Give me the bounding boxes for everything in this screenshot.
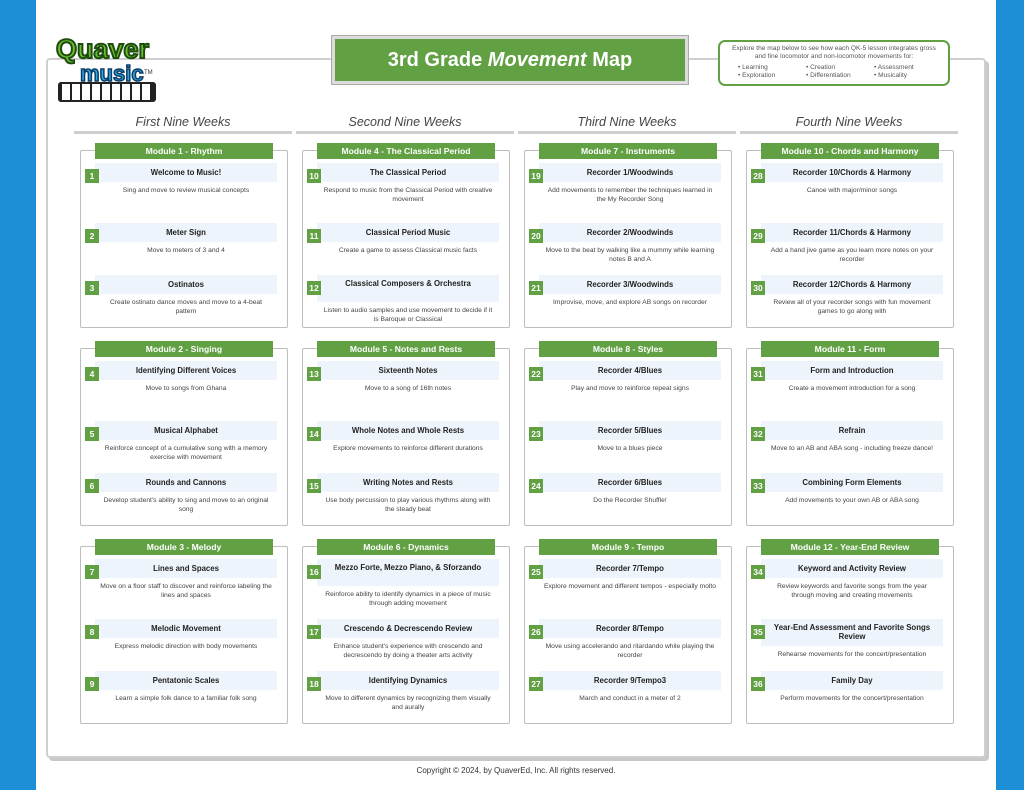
lesson-title: Mezzo Forte, Mezzo Piano, & Sforzando xyxy=(317,559,499,586)
lesson-title: Keyword and Activity Review xyxy=(761,559,943,578)
lesson-number-badge: 36 xyxy=(751,677,765,691)
lesson-description: Develop student's ability to sing and move to an original song xyxy=(103,497,269,513)
module-title: Module 10 - Chords and Harmony xyxy=(761,143,939,159)
lesson-title: Lines and Spaces xyxy=(95,559,277,578)
lesson-number-badge: 3 xyxy=(85,281,99,295)
lesson-number-badge: 11 xyxy=(307,229,321,243)
lesson-title: Year-End Assessment and Favorite Songs Review xyxy=(761,619,943,646)
lesson-item xyxy=(89,421,277,462)
lesson-title: Recorder 1/Woodwinds xyxy=(539,163,721,182)
lesson-description: Reinforce ability to identify dynamics in a piece of music through adding movement xyxy=(325,591,491,607)
lesson-number-badge: 23 xyxy=(529,427,543,441)
title-prefix: 3rd Grade xyxy=(387,49,488,71)
lesson-item xyxy=(89,473,277,514)
lesson-description: Express melodic direction with body movements xyxy=(114,643,258,650)
lesson-title: Combining Form Elements xyxy=(761,473,943,492)
lesson-item xyxy=(89,275,277,316)
lesson-item xyxy=(753,421,943,453)
info-item: • Assessment xyxy=(874,64,914,71)
lesson-number-badge: 8 xyxy=(85,625,99,639)
lesson-number-badge: 26 xyxy=(529,625,543,639)
lesson-item xyxy=(309,163,499,204)
lesson-description: Add a hand jive game as you learn more notes on your recorder xyxy=(770,247,934,263)
lesson-title: Recorder 3/Woodwinds xyxy=(539,275,721,294)
module-title: Module 4 - The Classical Period xyxy=(317,143,495,159)
logo-word-music: music xyxy=(80,61,144,86)
lesson-title: Recorder 7/Tempo xyxy=(539,559,721,578)
lesson-description: Move to the beat by walking like a mummy while learning notes B and A xyxy=(545,247,715,263)
lesson-number-badge: 29 xyxy=(751,229,765,243)
lesson-item xyxy=(753,559,943,600)
lesson-item xyxy=(309,619,499,660)
lesson-description: Create a game to assess Classical music facts xyxy=(338,247,478,254)
lesson-title: Recorder 9/Tempo3 xyxy=(539,671,721,690)
lesson-description: Create a movement introduction for a song xyxy=(788,385,916,392)
module-card xyxy=(746,344,954,526)
lesson-item xyxy=(753,361,943,393)
lesson-title: Refrain xyxy=(761,421,943,440)
info-text: Explore the map below to see how each QK-5 lesson integrates gross and fine locomotor and non-locomotor movements for: xyxy=(732,45,936,60)
lesson-title: Writing Notes and Rests xyxy=(317,473,499,492)
lesson-item xyxy=(89,163,277,195)
info-box xyxy=(718,40,950,86)
lesson-description: Respond to music from the Classical Period with creative movement xyxy=(323,187,493,203)
lesson-description: Learn a simple folk dance to a familiar folk song xyxy=(115,695,257,702)
lesson-number-badge: 4 xyxy=(85,367,99,381)
module-card xyxy=(80,146,288,328)
lesson-title: Whole Notes and Whole Rests xyxy=(317,421,499,440)
lesson-item xyxy=(531,421,721,453)
lesson-description: Review all of your recorder songs with fun movement games to go along with xyxy=(773,299,931,315)
quarter-heading: First Nine Weeks xyxy=(74,114,292,134)
lesson-item xyxy=(309,223,499,255)
lesson-description: Improvise, move, and explore AB songs on recorder xyxy=(553,299,707,306)
module-card xyxy=(524,146,732,328)
lesson-description: Add movements to remember the techniques learned in the My Recorder Song xyxy=(547,187,713,203)
title-emphasis: Movement xyxy=(487,49,587,71)
lesson-number-badge: 24 xyxy=(529,479,543,493)
lesson-number-badge: 14 xyxy=(307,427,321,441)
lesson-description: March and conduct in a meter of 2 xyxy=(579,695,681,702)
lesson-description: Move to an AB and ABA song - including freeze dance! xyxy=(770,445,934,452)
lesson-item xyxy=(89,223,277,255)
module-title: Module 7 - Instruments xyxy=(539,143,717,159)
lesson-number-badge: 2 xyxy=(85,229,99,243)
info-item: • Musicality xyxy=(874,72,908,79)
lesson-item xyxy=(309,671,499,712)
module-title: Module 5 - Notes and Rests xyxy=(317,341,495,357)
lesson-item xyxy=(89,619,277,651)
lesson-item xyxy=(531,361,721,393)
lesson-description: Move to a song of 16th notes xyxy=(364,385,452,392)
lesson-number-badge: 28 xyxy=(751,169,765,183)
lesson-number-badge: 22 xyxy=(529,367,543,381)
lesson-number-badge: 34 xyxy=(751,565,765,579)
module-card xyxy=(302,344,510,526)
lesson-description: Add movements to your own AB or ABA song xyxy=(785,497,919,504)
lesson-description: Move using accelerando and ritardando while playing the recorder xyxy=(545,643,715,659)
info-item: • Exploration xyxy=(738,72,776,79)
lesson-title: Ostinatos xyxy=(95,275,277,294)
lesson-description: Enhance student's experience with crescendo and decrescendo by doing a theater arts activity xyxy=(333,643,483,659)
lesson-title: Recorder 8/Tempo xyxy=(539,619,721,638)
lesson-title: Pentatonic Scales xyxy=(95,671,277,690)
lesson-number-badge: 1 xyxy=(85,169,99,183)
lesson-item xyxy=(753,223,943,264)
lesson-title: Musical Alphabet xyxy=(95,421,277,440)
lesson-number-badge: 5 xyxy=(85,427,99,441)
lesson-title: Recorder 6/Blues xyxy=(539,473,721,492)
lesson-title: Meter Sign xyxy=(95,223,277,242)
lesson-number-badge: 20 xyxy=(529,229,543,243)
info-item: • Differentiation xyxy=(806,72,851,79)
lesson-number-badge: 15 xyxy=(307,479,321,493)
module-title: Module 8 - Styles xyxy=(539,341,717,357)
lesson-number-badge: 17 xyxy=(307,625,321,639)
lesson-number-badge: 25 xyxy=(529,565,543,579)
module-card xyxy=(80,542,288,724)
lesson-item xyxy=(753,671,943,703)
copyright: Copyright © 2024, by QuaverEd, Inc. All rights reserved. xyxy=(416,766,616,775)
lesson-item xyxy=(309,361,499,393)
quarter-heading: Fourth Nine Weeks xyxy=(740,114,958,134)
lesson-number-badge: 30 xyxy=(751,281,765,295)
module-title: Module 6 - Dynamics xyxy=(317,539,495,555)
logo-trademark: TM xyxy=(144,70,153,76)
lesson-description: Play and move to reinforce repeat signs xyxy=(571,385,689,392)
quaver-music-logo xyxy=(44,24,164,106)
lesson-description: Use body percussion to play various rhythms along with the steady beat xyxy=(325,497,491,513)
lesson-description: Move on a floor staff to discover and reinforce labeling the lines and spaces xyxy=(100,583,272,599)
module-card xyxy=(746,146,954,328)
lesson-item xyxy=(309,473,499,514)
lesson-title: Recorder 2/Woodwinds xyxy=(539,223,721,242)
module-title: Module 2 - Singing xyxy=(95,341,273,357)
lesson-number-badge: 35 xyxy=(751,625,765,639)
lesson-title: Family Day xyxy=(761,671,943,690)
title-suffix: Map xyxy=(586,49,633,71)
lesson-item xyxy=(753,473,943,505)
lesson-title: Recorder 10/Chords & Harmony xyxy=(761,163,943,182)
module-title: Module 3 - Melody xyxy=(95,539,273,555)
lesson-description: Move to meters of 3 and 4 xyxy=(147,247,225,254)
lesson-number-badge: 9 xyxy=(85,677,99,691)
lesson-number-badge: 10 xyxy=(307,169,321,183)
lesson-title: The Classical Period xyxy=(317,163,499,182)
lesson-title: Recorder 11/Chords & Harmony xyxy=(761,223,943,242)
lesson-title: Identifying Dynamics xyxy=(317,671,499,690)
module-title: Module 1 - Rhythm xyxy=(95,143,273,159)
lesson-item xyxy=(753,619,943,659)
lesson-number-badge: 27 xyxy=(529,677,543,691)
module-title: Module 11 - Form xyxy=(761,341,939,357)
module-title: Module 12 - Year-End Review xyxy=(761,539,939,555)
lesson-item xyxy=(531,559,721,591)
module-card xyxy=(302,146,510,328)
module-card xyxy=(524,344,732,526)
lesson-item xyxy=(89,671,277,703)
lesson-title: Recorder 4/Blues xyxy=(539,361,721,380)
lesson-description: Review keywords and favorite songs from the year through moving and creating movements xyxy=(777,583,927,599)
lesson-description: Reinforce concept of a cumulative song with a memory exercise with movement xyxy=(104,445,268,461)
lesson-item xyxy=(531,223,721,264)
lesson-number-badge: 18 xyxy=(307,677,321,691)
lesson-description: Move to a blues piece xyxy=(597,445,663,452)
lesson-item xyxy=(753,275,943,316)
module-card xyxy=(302,542,510,724)
info-item: • Creation xyxy=(806,64,836,71)
info-items xyxy=(726,64,942,80)
lesson-item xyxy=(309,421,499,453)
page xyxy=(36,0,996,790)
lesson-number-badge: 6 xyxy=(85,479,99,493)
lesson-number-badge: 19 xyxy=(529,169,543,183)
module-card xyxy=(524,542,732,724)
lesson-number-badge: 21 xyxy=(529,281,543,295)
lesson-item xyxy=(89,361,277,393)
lesson-description: Canoe with major/minor songs xyxy=(806,187,898,194)
lesson-title: Recorder 12/Chords & Harmony xyxy=(761,275,943,294)
lesson-title: Form and Introduction xyxy=(761,361,943,380)
lesson-number-badge: 7 xyxy=(85,565,99,579)
lesson-title: Crescendo & Decrescendo Review xyxy=(317,619,499,638)
lesson-item xyxy=(531,671,721,703)
module-card xyxy=(80,344,288,526)
lesson-title: Classical Composers & Orchestra xyxy=(317,275,499,302)
module-title: Module 9 - Tempo xyxy=(539,539,717,555)
lesson-item xyxy=(531,163,721,204)
lesson-title: Identifying Different Voices xyxy=(95,361,277,380)
lesson-description: Explore movement and different tempos - especially molto xyxy=(544,583,716,590)
lesson-title: Melodic Movement xyxy=(95,619,277,638)
lesson-description: Move to different dynamics by recognizing them visually and aurally xyxy=(325,695,491,711)
lesson-item xyxy=(531,275,721,307)
lesson-description: Rehearse movements for the concert/presentation xyxy=(777,651,927,658)
info-item: • Learning xyxy=(738,64,768,71)
quarter-heading: Second Nine Weeks xyxy=(296,114,514,134)
lesson-number-badge: 13 xyxy=(307,367,321,381)
lesson-item xyxy=(531,619,721,660)
lesson-item xyxy=(309,559,499,608)
lesson-number-badge: 12 xyxy=(307,281,321,295)
lesson-description: Do the Recorder Shuffle! xyxy=(593,497,667,504)
lesson-number-badge: 32 xyxy=(751,427,765,441)
lesson-description: Sing and move to review musical concepts xyxy=(122,187,250,194)
lesson-description: Perform movements for the concert/presentation xyxy=(780,695,924,702)
lesson-number-badge: 33 xyxy=(751,479,765,493)
lesson-number-badge: 31 xyxy=(751,367,765,381)
lesson-item xyxy=(753,163,943,195)
lesson-title: Welcome to Music! xyxy=(95,163,277,182)
logo-word-quaver: Quaver xyxy=(56,34,150,64)
lesson-description: Create ostinato dance moves and move to a 4-beat pattern xyxy=(109,299,263,315)
lesson-description: Listen to audio samples and use movement to decide if it is Baroque or Classical xyxy=(323,307,493,323)
module-card xyxy=(746,542,954,724)
lesson-description: Move to songs from Ghana xyxy=(145,385,227,392)
lesson-item xyxy=(531,473,721,505)
lesson-title: Recorder 5/Blues xyxy=(539,421,721,440)
page-title xyxy=(332,36,688,84)
lesson-item xyxy=(309,275,499,324)
lesson-number-badge: 16 xyxy=(307,565,321,579)
lesson-description: Explore movements to reinforce different durations xyxy=(333,445,483,452)
lesson-title: Classical Period Music xyxy=(317,223,499,242)
lesson-item xyxy=(89,559,277,600)
quarter-heading: Third Nine Weeks xyxy=(518,114,736,134)
lesson-title: Rounds and Cannons xyxy=(95,473,277,492)
lesson-title: Sixteenth Notes xyxy=(317,361,499,380)
